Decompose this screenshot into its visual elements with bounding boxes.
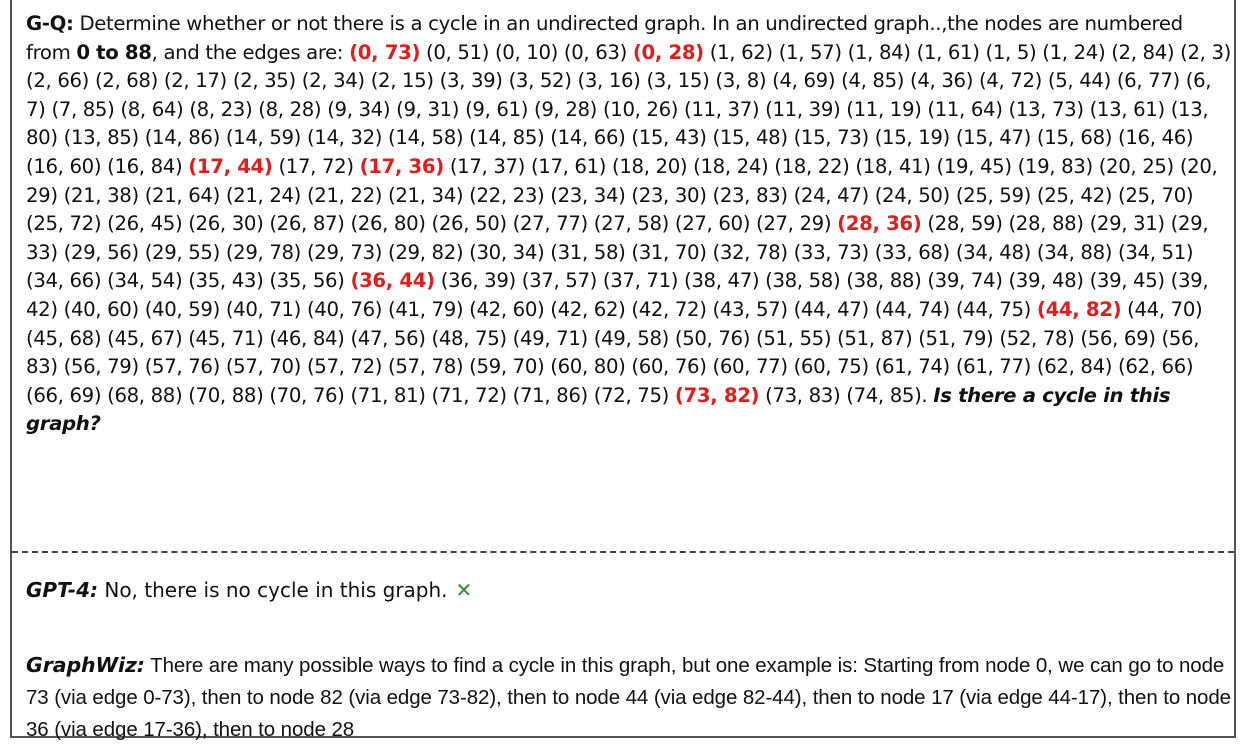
edge: (4, 85) [841, 69, 905, 93]
graphwiz-answer-text: There are many possible ways to find a cycle in this graph, but one example is: Starting from node 0, we can go to node 73 (via edge 0-73), then to node 82 (via edge 73-82), then to node 44 (via edge 82-44), then to node 17 (via edge 44-17), then to node 36 (via edge 17-36), then to node 28 [26, 654, 1231, 741]
question-intro-cont: , and the edges are: [151, 40, 350, 64]
edge: (18, 41) [855, 154, 931, 178]
edge: (49, 71) [512, 326, 588, 350]
edge: (57, 76) [144, 355, 220, 379]
edge: (0, 10) [494, 40, 558, 64]
edge: (38, 88) [846, 269, 922, 293]
edge: (29, 73) [306, 240, 383, 264]
edge: (25, 70) [1118, 183, 1194, 207]
edge: (27, 58) [593, 212, 669, 236]
edge: (27, 77) [512, 212, 588, 236]
edge: (25, 72) [26, 212, 102, 236]
edge: (33, 73) [793, 240, 869, 264]
edge: (3, 52) [508, 69, 572, 93]
edge: (18, 22) [774, 154, 850, 178]
edge: (17, 61) [530, 154, 607, 178]
edge: (15, 47) [955, 126, 1031, 150]
edge: (59, 70) [469, 355, 545, 379]
edge: (18, 24) [693, 154, 769, 178]
edge: (14, 86) [144, 126, 220, 150]
cycle-edge: (0, 28) [632, 40, 704, 64]
edge: (1, 84) [847, 40, 911, 64]
edge: (44, 74) [874, 297, 950, 321]
edge: (2, 17) [163, 69, 227, 93]
edge: (72, 75) [593, 383, 669, 407]
edge: (62, 84) [1036, 355, 1113, 379]
edge: (24, 50) [874, 183, 950, 207]
edge: (34, 54) [107, 269, 183, 293]
edge: (1, 24) [1042, 40, 1106, 64]
edge: (2, 34) [301, 69, 365, 93]
gpt4-answer [26, 575, 1226, 605]
edge: (45, 68) [26, 326, 102, 350]
edge: (73, 83) [765, 383, 841, 407]
edge: (70, 76) [269, 383, 345, 407]
edge: (3, 39) [439, 69, 503, 93]
edge: (71, 81) [350, 383, 426, 407]
gpt4-label: GPT-4: [26, 578, 98, 602]
node-range: 0 to 88 [76, 40, 152, 64]
edge: (66, 69) [26, 383, 102, 407]
edge: (8, 28) [258, 97, 322, 121]
edge: (9, 61) [465, 97, 529, 121]
edge: (21, 22) [306, 183, 383, 207]
edge: (24, 47) [793, 183, 869, 207]
edge: (20, 25) [1098, 154, 1174, 178]
gpt4-answer-text: No, there is no cycle in this graph. [98, 578, 448, 602]
edge: (21, 38) [63, 183, 139, 207]
cycle-edge: (0, 73) [349, 40, 421, 64]
edge: (14, 59) [225, 126, 302, 150]
edge: (5, 44) [1047, 69, 1111, 93]
edge: (26, 80) [350, 212, 426, 236]
edge: (21, 24) [225, 183, 302, 207]
edge: (9, 34) [327, 97, 391, 121]
edge: (60, 77) [712, 355, 788, 379]
edge: (31, 58) [550, 240, 626, 264]
edge: (14, 58) [388, 126, 464, 150]
graphwiz-answer [26, 649, 1231, 746]
cycle-edge: (17, 44) [188, 154, 273, 178]
edge: (16, 84) [107, 154, 183, 178]
edge: (29, 78) [225, 240, 302, 264]
edge: (21, 64) [144, 183, 220, 207]
edge: (14, 66) [550, 126, 626, 150]
cycle-edge: (44, 82) [1036, 297, 1122, 321]
edge: (17, 37) [449, 154, 526, 178]
edge: (60, 76) [631, 355, 707, 379]
edge: (11, 19) [846, 97, 922, 121]
edge: (35, 43) [188, 269, 264, 293]
edge: (20, 29) [26, 154, 1218, 207]
edge: (23, 83) [712, 183, 788, 207]
edge: (44, 47) [793, 297, 869, 321]
edge: (13, 85) [63, 126, 139, 150]
edge: (29, 56) [63, 240, 139, 264]
edge: (17, 72) [278, 154, 354, 178]
edge: (19, 83) [1017, 154, 1093, 178]
edge: (74, 85). [846, 383, 928, 407]
edge: (46, 84) [269, 326, 345, 350]
edge: (26, 45) [107, 212, 183, 236]
edge: (56, 83) [26, 326, 1200, 379]
edge: (16, 46) [1118, 126, 1194, 150]
edge: (57, 70) [225, 355, 302, 379]
question-label: G-Q: [26, 12, 74, 35]
edge: (40, 71) [225, 297, 302, 321]
edge: (39, 45) [1089, 269, 1165, 293]
edge: (60, 75) [793, 355, 869, 379]
edge: (61, 77) [955, 355, 1031, 379]
edge: (1, 57) [778, 40, 842, 64]
edge: (0, 51) [426, 40, 490, 64]
edge: (15, 43) [631, 126, 707, 150]
edge: (4, 36) [910, 69, 974, 93]
edge: (15, 19) [874, 126, 950, 150]
edge: (2, 15) [370, 69, 434, 93]
edge: (48, 75) [431, 326, 507, 350]
edge: (45, 67) [107, 326, 183, 350]
edge: (2, 68) [94, 69, 158, 93]
edge: (57, 72) [306, 355, 383, 379]
cycle-edge: (28, 36) [837, 212, 922, 236]
edge: (43, 57) [712, 297, 788, 321]
edge: (71, 72) [431, 383, 507, 407]
edge: (35, 56) [269, 269, 345, 293]
edge: (2, 35) [232, 69, 296, 93]
edge: (49, 58) [593, 326, 669, 350]
wrong-mark-icon: ✕ [455, 578, 473, 602]
edge: (14, 85) [469, 126, 545, 150]
question-intro: Determine whether or not there is a cycle in an undirected graph. In an undirected graph..,the nodes are numbered from [26, 12, 1183, 64]
edge: (34, 66) [26, 269, 102, 293]
edge: (38, 58) [765, 269, 841, 293]
edge: (15, 48) [712, 126, 788, 150]
edge: (34, 88) [1036, 240, 1113, 264]
edge: (39, 48) [1008, 269, 1084, 293]
edge: (7, 85) [51, 97, 115, 121]
edge: (56, 69) [1080, 326, 1156, 350]
edge: (62, 66) [1118, 355, 1194, 379]
edge: (21, 34) [388, 183, 464, 207]
edge: (16, 60) [26, 154, 102, 178]
edge: (1, 61) [916, 40, 980, 64]
edge: (4, 72) [978, 69, 1042, 93]
edge: (2, 84) [1111, 40, 1175, 64]
edge: (2, 3) [1180, 40, 1231, 64]
edge: (57, 78) [388, 355, 464, 379]
edge: (23, 34) [550, 183, 626, 207]
edge: (29, 55) [144, 240, 220, 264]
edge: (41, 79) [388, 297, 464, 321]
graphwiz-label: GraphWiz: [26, 653, 145, 677]
edge: (30, 34) [469, 240, 545, 264]
edge: (15, 68) [1036, 126, 1113, 150]
cycle-edge: (17, 36) [359, 154, 444, 178]
edge: (44, 70) [1127, 297, 1203, 321]
edge: (4, 69) [772, 69, 836, 93]
edge: (25, 42) [1036, 183, 1113, 207]
cycle-edge: (36, 44) [350, 269, 435, 293]
edge: (47, 56) [350, 326, 426, 350]
edge: (9, 31) [396, 97, 460, 121]
edge: (0, 63) [563, 40, 627, 64]
edge: (29, 31) [1089, 212, 1165, 236]
edge: (3, 16) [577, 69, 641, 93]
edge: (42, 72) [631, 297, 707, 321]
edge: (18, 20) [612, 154, 688, 178]
edge: (1, 62) [709, 40, 773, 64]
edge: (51, 55) [755, 326, 832, 350]
question-prompt: Is there a cycle in this graph? [26, 383, 1171, 436]
edge: (28, 88) [1008, 212, 1084, 236]
edge: (1, 5) [985, 40, 1037, 64]
edge: (3, 8) [715, 69, 767, 93]
edge: (29, 82) [388, 240, 464, 264]
edge: (36, 39) [440, 269, 516, 293]
edge: (13, 61) [1089, 97, 1165, 121]
edge: (42, 60) [469, 297, 545, 321]
edge: (32, 78) [712, 240, 788, 264]
edge: (15, 73) [793, 126, 869, 150]
edge: (26, 30) [188, 212, 264, 236]
edge: (3, 15) [646, 69, 710, 93]
edge: (13, 80) [26, 97, 1209, 150]
edge: (11, 37) [684, 97, 760, 121]
edge: (50, 76) [674, 326, 751, 350]
figure-panel [10, 0, 1236, 741]
edge: (6, 7) [26, 69, 1212, 121]
edge: (34, 51) [1118, 240, 1194, 264]
edge: (27, 60) [674, 212, 751, 236]
edge: (51, 79) [918, 326, 994, 350]
edge: (19, 45) [936, 154, 1012, 178]
edge: (42, 62) [550, 297, 626, 321]
edge: (39, 74) [927, 269, 1003, 293]
cycle-edge: (73, 82) [674, 383, 760, 407]
edge: (40, 76) [306, 297, 383, 321]
edge: (11, 39) [765, 97, 841, 121]
edge: (10, 26) [602, 97, 679, 121]
edge: (70, 88) [188, 383, 264, 407]
question-paragraph [26, 10, 1231, 439]
edge: (8, 23) [189, 97, 253, 121]
edge: (31, 70) [631, 240, 707, 264]
edge: (27, 29) [755, 212, 832, 236]
edge: (56, 79) [63, 355, 139, 379]
edge: (29, 33) [26, 212, 1209, 264]
dashed-separator [12, 551, 1234, 553]
edge: (40, 60) [63, 297, 139, 321]
edge: (14, 32) [306, 126, 383, 150]
edge: (52, 78) [999, 326, 1075, 350]
edge: (38, 47) [684, 269, 760, 293]
edge: (37, 57) [521, 269, 597, 293]
edge: (11, 64) [927, 97, 1003, 121]
edge: (28, 59) [927, 212, 1003, 236]
edge: (8, 64) [120, 97, 184, 121]
edge: (23, 30) [631, 183, 707, 207]
edge: (33, 68) [874, 240, 950, 264]
edge: (25, 59) [955, 183, 1031, 207]
edge: (39, 42) [26, 269, 1209, 321]
edge: (26, 87) [269, 212, 345, 236]
edge: (40, 59) [144, 297, 220, 321]
edge: (45, 71) [188, 326, 264, 350]
edge: (44, 75) [955, 297, 1031, 321]
edge: (22, 23) [469, 183, 545, 207]
edge: (9, 28) [534, 97, 598, 121]
edge: (60, 80) [550, 355, 626, 379]
edge: (26, 50) [431, 212, 507, 236]
edge: (51, 87) [837, 326, 913, 350]
edge: (61, 74) [874, 355, 950, 379]
edge: (37, 71) [602, 269, 679, 293]
edge: (68, 88) [107, 383, 183, 407]
edge: (2, 66) [26, 69, 90, 93]
edge: (13, 73) [1008, 97, 1084, 121]
edge: (71, 86) [512, 383, 588, 407]
edge-list [26, 41, 1231, 407]
edge: (6, 77) [1116, 69, 1180, 93]
edge: (34, 48) [955, 240, 1031, 264]
